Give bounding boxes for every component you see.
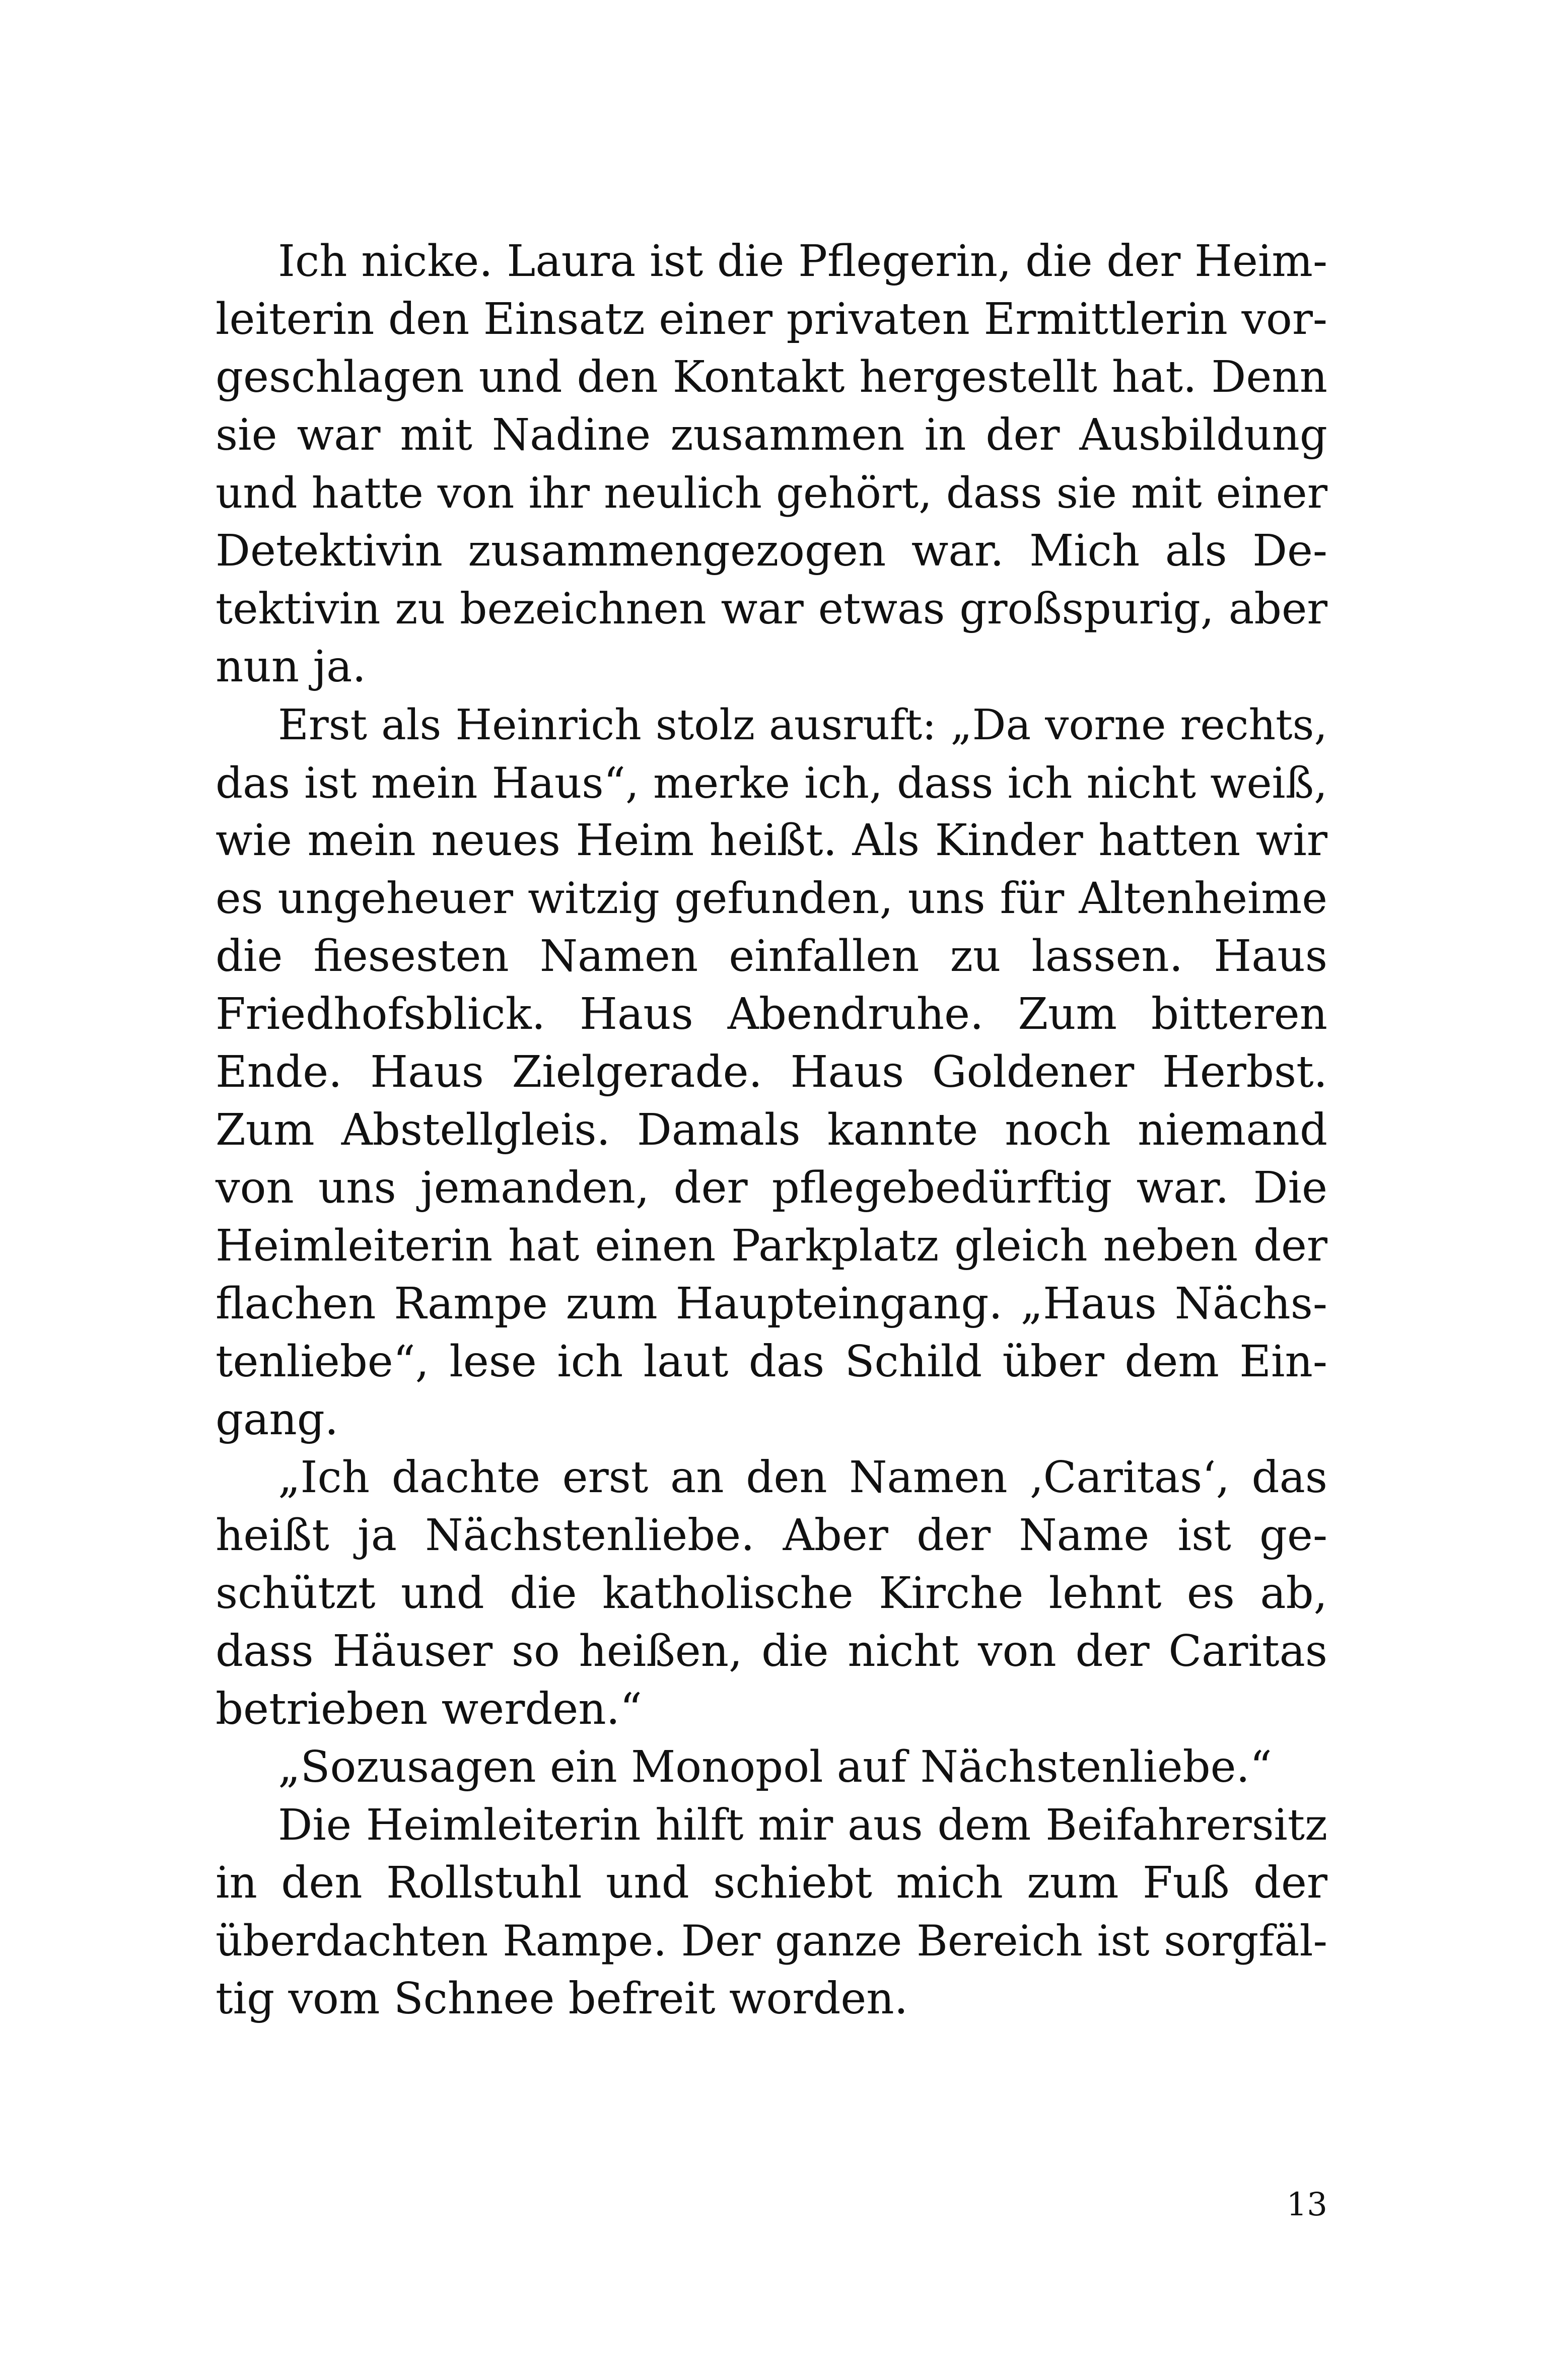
page-number: 13 [1286,2186,1327,2223]
text-line: flachen Rampe zum Haupteingang. „Haus Nächs- [216,1279,1327,1329]
text-line: Ende. Haus Zielgerade. Haus Goldener Herbst. [216,1047,1327,1097]
text-line: Detektivin zusammengezogen war. Mich als De- [216,526,1327,576]
text-line: tig vom Schnee befreit worden. [216,1974,908,2024]
text-line: das ist mein Haus“, merke ich, dass ich nicht weiß, [216,758,1327,808]
text-line: Heimleiterin hat einen Parkplatz gleich neben der [216,1221,1327,1271]
text-line: gang. [216,1394,339,1445]
body-text [216,233,1327,2028]
text-line: von uns jemanden, der pflegebedürftig war. Die [216,1163,1327,1213]
text-line: Zum Abstellgleis. Damals kannte noch niemand [216,1105,1327,1155]
text-line: dass Häuser so heißen, die nicht von der Caritas [216,1626,1327,1676]
text-line: Ich nicke. Laura ist die Pflegerin, die der Heim- [278,236,1327,287]
text-line: und hatte von ihr neulich gehört, dass sie mit einer [216,468,1327,518]
text-line: geschlagen und den Kontakt hergestellt hat. Denn [216,352,1327,402]
text-line: tenliebe“, lese ich laut das Schild über dem Ein- [216,1337,1327,1387]
text-line: in den Rollstuhl und schiebt mich zum Fuß der [216,1858,1327,1908]
text-line: „Ich dachte erst an den Namen ‚Caritas‘, das [278,1452,1327,1503]
text-line: sie war mit Nadine zusammen in der Ausbildung [216,410,1327,460]
text-line: tektivin zu bezeichnen war etwas großspurig, aber [216,584,1327,634]
text-line: Die Heimleiterin hilft mir aus dem Beifahrersitz [278,1800,1327,1850]
text-line: Erst als Heinrich stolz ausruft: „Da vorne rechts, [278,701,1327,749]
text-line: leiterin den Einsatz einer privaten Ermittlerin vor- [216,294,1327,344]
text-line: wie mein neues Heim heißt. Als Kinder hatten wir [216,815,1327,866]
text-line: überdachten Rampe. Der ganze Bereich ist sorgfäl- [216,1916,1327,1966]
text-line: heißt ja Nächstenliebe. Aber der Name ist ge- [216,1510,1327,1561]
text-line: betrieben werden.“ [216,1684,642,1734]
text-line: die fiesesten Namen einfallen zu lassen. Haus [216,931,1327,982]
text-line: „Sozusagen ein Monopol auf Nächstenliebe.“ [278,1742,1272,1792]
text-line: nun ja. [216,642,366,692]
text-line: Friedhofsblick. Haus Abendruhe. Zum bitteren [216,989,1327,1039]
text-line: schützt und die katholische Kirche lehnt es ab, [216,1568,1327,1619]
text-line: es ungeheuer witzig gefunden, uns für Altenheime [216,874,1327,924]
